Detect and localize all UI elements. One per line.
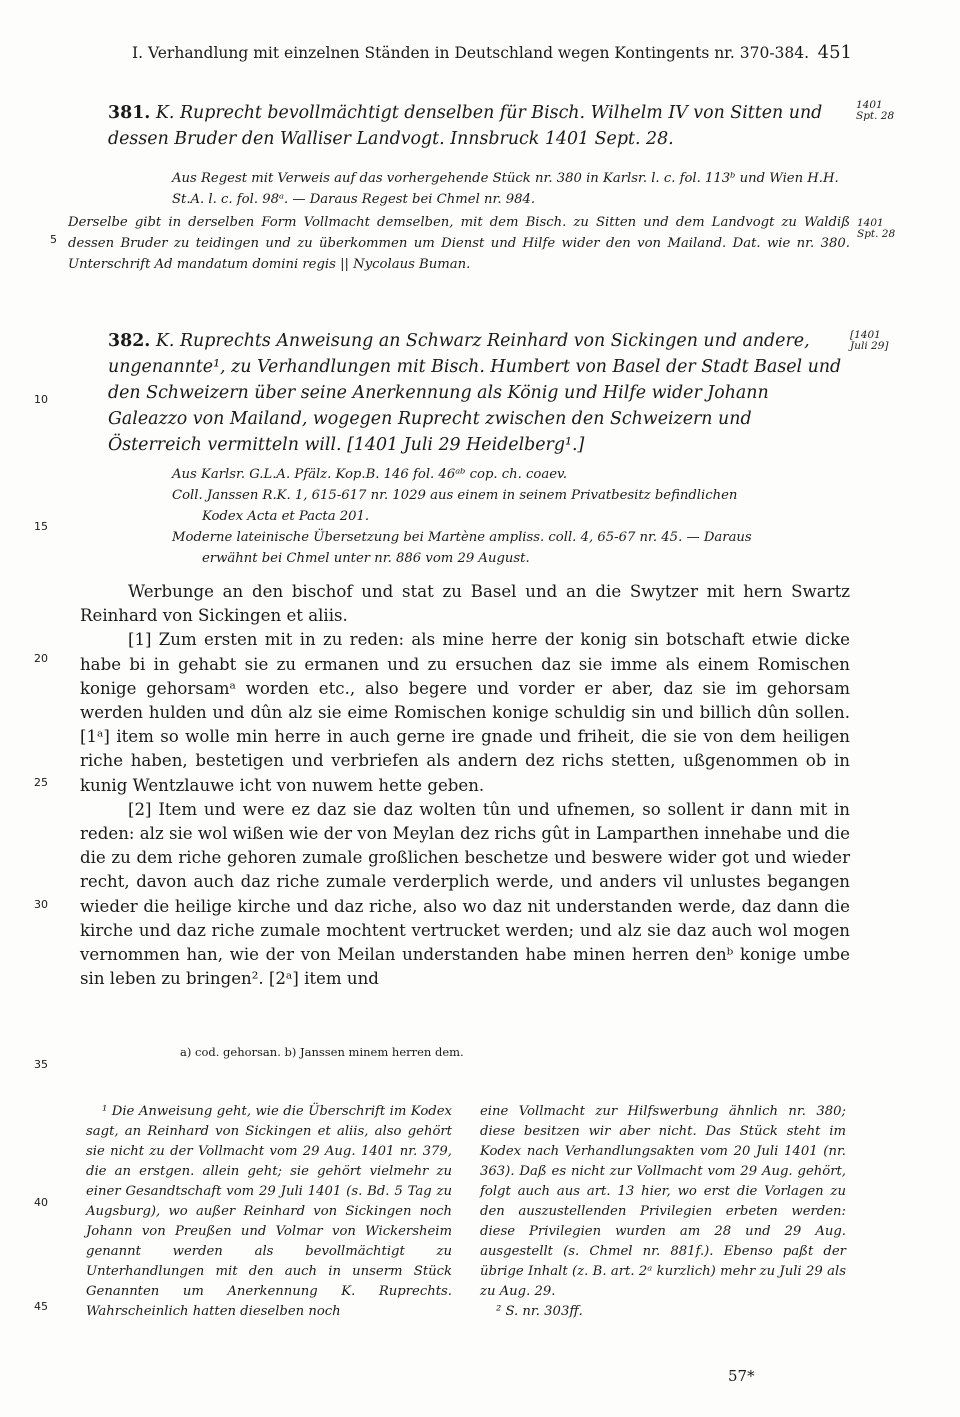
source-line: Kodex Acta et Pacta 201. xyxy=(202,509,370,524)
line-number: 45 xyxy=(34,1300,48,1313)
entry-381-body-margin-date xyxy=(857,218,895,240)
entry-381-margin-date xyxy=(856,100,894,122)
critical-apparatus: a) cod. gehorsan. b) Janssen minem herren dem. xyxy=(180,1045,464,1059)
main-text xyxy=(80,580,850,991)
footnote-1: ¹ Die Anweisung geht, wie die Überschrift im Kodex sagt, an Reinhard von Sickingen et aliis, also gehört sie nicht zu der Vollmacht vom 29 Aug. 1401 nr. 379, die an erstgen. allein geht; sie gehört vielmehr zu einer Gesandtschaft vom 29 Juli 1401 (s. Bd. 5 Tag zu Augsburg), wo außer Reinhard von Sickingen noch Johann von Preußen und Volmar von Wickersheim genannt werden als bevollmächtigt zu Unterhandlungen mit den auch in unserm Stück Genannten um Anerkennung K. Ruprechts. Wahrscheinlich hatten dieselben noch xyxy=(86,1104,452,1319)
line-number: 30 xyxy=(34,898,48,911)
margin-year: 1401 xyxy=(856,99,883,111)
entry-382-margin-date xyxy=(850,330,888,352)
source-line: Moderne lateinische Übersetzung bei Martène ampliss. coll. 4, 65-67 nr. 45. — Daraus xyxy=(172,530,752,545)
entry-382-number: 382. xyxy=(108,331,151,351)
entry-381-number: 381. xyxy=(108,103,151,123)
line-number: 25 xyxy=(34,776,48,789)
signature-mark: 57* xyxy=(728,1367,755,1385)
line-number: 20 xyxy=(34,652,48,665)
margin-day: Juli 29] xyxy=(850,340,889,353)
line-number: 10 xyxy=(34,393,48,406)
entry-381-title-block xyxy=(108,100,848,152)
line-number: 15 xyxy=(34,520,48,533)
margin-day: Spt. 28 xyxy=(857,228,896,241)
line-number: 5 xyxy=(50,233,57,246)
running-title: I. Verhandlung mit einzelnen Ständen in Deutschland wegen Kontingents nr. 370-384. xyxy=(132,44,810,62)
line-number: 35 xyxy=(34,1058,48,1071)
paragraph-2: [2] Item und were ez daz sie daz wolten tûn und ufnemen, so sollent ir dann mit in reden: alz sie wol wißen wie der von Meylan dez richs gût in Lamparthen innehabe und die die zu dem riche gehoren zumale großlichen beschetze und beswere wider got und wieder recht, davon auch daz riche zumale verderplich werde, und anders vil unlustes begangen wieder die heilige kirche und daz riche, also wo daz nit understanden werde, daz dann die kirche und daz riche zumale mochtent vertrucket werden; und alz sie daz auch wol mogen vernommen han, wie der von Meilan understanden habe minen herren denᵇ konige umbe sin leben zu bringen². [2ᵃ] item und xyxy=(80,799,851,989)
source-line: erwähnt bei Chmel unter nr. 886 vom 29 August. xyxy=(202,551,530,566)
footnote-column-right xyxy=(480,1102,846,1322)
entry-382-title: K. Ruprechts Anweisung an Schwarz Reinhard von Sickingen und andere, ungenannte¹, zu Verhandlungen mit Bisch. Humbert von Basel der Stadt Basel und den Schweizern über seine Anerkennung als König und Hilfe wider Johann Galeazzo von Mailand, wogegen Ruprecht zwischen den Schweizern und Österreich vermitteln will. [1401 Juli 29 Heidelberg¹.] xyxy=(108,331,842,455)
margin-year: [1401 xyxy=(850,329,881,341)
paragraph-1: [1] Zum ersten mit in zu reden: als mine herre der konig sin botschaft etwie dicke habe bi in gehabt sie zu ermanen und zu ersuchen daz sie imme als einem Romischen konige gehorsamᵃ worden etc., also begere und vorder er aber, daz sie im gehorsam werden hulden und dûn alz sie eime Romischen konige schuldig sin und billich dûn sollen. [1ᵃ] item so wolle min herre in auch gerne ire gnade und friheit, die sie von dem heiligen riche haben, bestetigen und verbriefen als andern dez richs stetten, ußgenommen ob in kunig Wentzlauwe icht von nuwem hette geben. xyxy=(80,630,850,795)
footnote-column-left xyxy=(86,1102,452,1322)
page-number: 451 xyxy=(817,42,852,63)
running-header xyxy=(132,44,852,62)
source-line: Coll. Janssen R.K. 1, 615-617 nr. 1029 aus einem in seinem Privatbesitz befindlichen xyxy=(172,488,738,503)
margin-year: 1401 xyxy=(857,217,884,229)
entry-382-sources xyxy=(172,464,852,569)
source-line: Aus Karlsr. G.L.A. Pfälz. Kop.B. 146 fol. 46ᵃᵇ cop. ch. coaev. xyxy=(172,467,568,482)
entry-382-title-block xyxy=(108,328,844,458)
line-number: 40 xyxy=(34,1196,48,1209)
entry-381-title: K. Ruprecht bevollmächtigt denselben für Bisch. Wilhelm IV von Sitten und dessen Bruder den Walliser Landvogt. Innsbruck 1401 Sept. 28. xyxy=(108,103,823,149)
entry-381-source: Aus Regest mit Verweis auf das vorhergehende Stück nr. 380 in Karlsr. l. c. fol. 113ᵇ und Wien H.H. St.A. l. c. fol. 98ᵃ. — Daraus Regest bei Chmel nr. 984. xyxy=(172,171,839,207)
footnote-1-continued: eine Vollmacht zur Hilfswerbung ähnlich nr. 380; diese besitzen wir aber nicht. Das Stück steht im Kodex nach Verhandlungsakten vom 20 Juli 1401 (nr. 363). Daß es nicht zur Vollmacht vom 29 Aug. gehört, folgt auch aus art. 13 hier, wo erst die Vorlagen zu den auszustellenden Privilegien erbeten werden: diese Privilegien wurden am 28 und 29 Aug. ausgestellt (s. Chmel nr. 881f.). Ebenso paßt der übrige Inhalt (z. B. art. 2ᵃ kurzlich) mehr zu Juli 29 als zu Aug. 29. xyxy=(480,1104,846,1299)
entry-381-body: Derselbe gibt in derselben Form Vollmacht demselben, mit dem Bisch. zu Sitten und dem Landvogt zu Waldiß dessen Bruder zu teidingen und zu überkommen um Dienst und Hilfe wider den von Mailand. Dat. wie nr. 380. Unterschrift Ad mandatum domini regis || Nycolaus Buman. xyxy=(68,215,850,272)
footnote-2: ² S. nr. 303ff. xyxy=(496,1304,583,1319)
margin-day: Spt. 28 xyxy=(856,110,895,123)
text-heading: Werbunge an den bischof und stat zu Basel und an die Swytzer mit hern Swartz Reinhard von Sickingen et aliis. xyxy=(80,582,850,626)
